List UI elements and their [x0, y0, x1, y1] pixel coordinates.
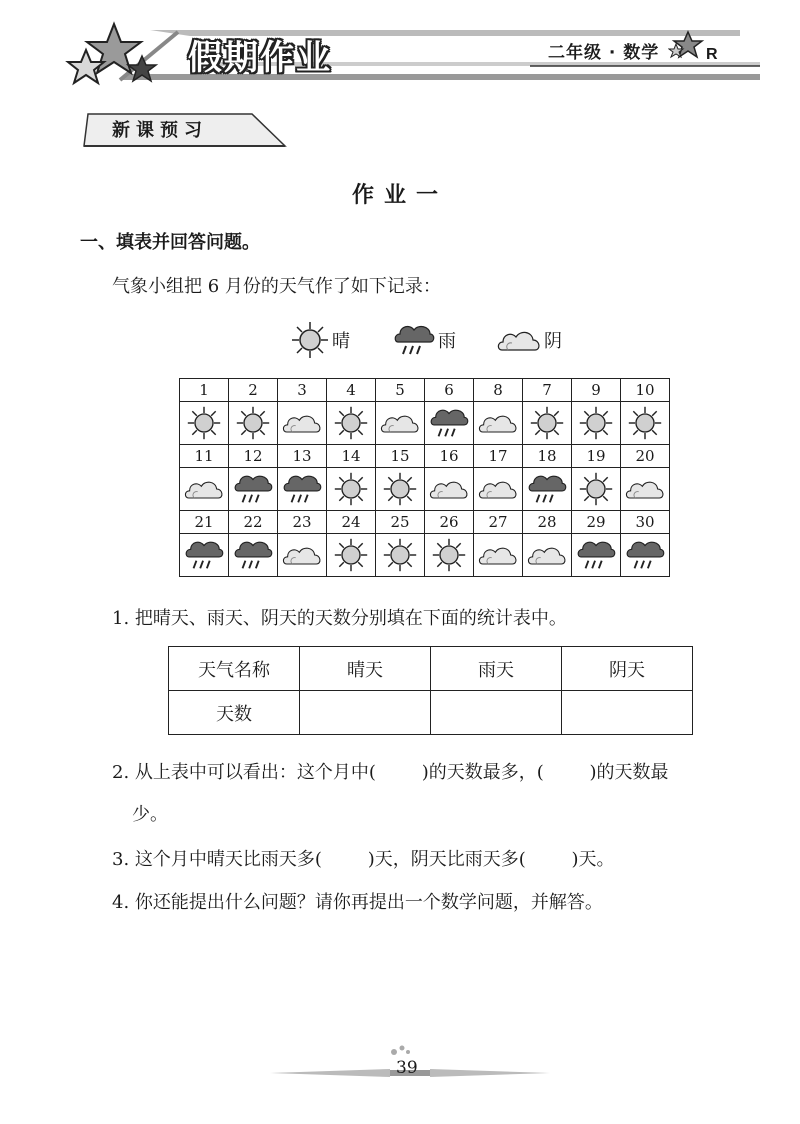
rain-icon [428, 404, 470, 442]
calendar-weather-cell [278, 402, 327, 445]
calendar-day-number: 15 [376, 445, 425, 468]
calendar-weather-cell [523, 468, 572, 511]
calendar-weather-cell [621, 402, 670, 445]
question-3: 3. 这个月中晴天比雨天多( )天，阴天比雨天多( )天。 [112, 849, 615, 870]
calendar-day-number: 8 [474, 379, 523, 402]
cloud-icon [496, 320, 542, 360]
cloud-icon [476, 537, 520, 573]
calendar-weather-cell [278, 534, 327, 577]
calendar-weather-cell [376, 534, 425, 577]
calendar-weather-cell [327, 402, 376, 445]
calendar-day-number: 10 [621, 379, 670, 402]
question-2-line-2: 少。 [132, 804, 168, 825]
small-stars-icon [668, 30, 710, 62]
calendar-day-number: 27 [474, 511, 523, 534]
sun-icon [431, 537, 467, 573]
calendar-weather-cell [425, 402, 474, 445]
cloud-icon [280, 405, 324, 441]
calendar-weather-cell [523, 402, 572, 445]
sun-icon [333, 537, 369, 573]
sun-icon [382, 537, 418, 573]
calendar-day-number: 7 [523, 379, 572, 402]
calendar-weather-cell [474, 402, 523, 445]
calendar-day-number: 16 [425, 445, 474, 468]
calendar-day-row [180, 379, 670, 402]
calendar-weather-cell [229, 534, 278, 577]
calendar-day-number: 11 [180, 445, 229, 468]
calendar-day-number: 17 [474, 445, 523, 468]
calendar-day-number: 14 [327, 445, 376, 468]
calendar-day-number: 30 [621, 511, 670, 534]
stat-header-cell: 天气名称 [169, 647, 300, 691]
sun-icon [529, 405, 565, 441]
cloud-icon [525, 537, 569, 573]
rain-icon [624, 536, 666, 574]
calendar-weather-cell [327, 468, 376, 511]
calendar-day-number: 4 [327, 379, 376, 402]
rain-icon [232, 536, 274, 574]
calendar-day-number: 23 [278, 511, 327, 534]
calendar-weather-cell [229, 468, 278, 511]
legend-cloud [496, 318, 562, 362]
stat-header-cell: 阴天 [562, 647, 693, 691]
calendar-weather-cell [621, 468, 670, 511]
stat-row-label: 天数 [169, 691, 300, 735]
calendar-weather-cell [376, 402, 425, 445]
calendar-weather-row [180, 402, 670, 445]
question-heading: 一、填表并回答问题。 [80, 232, 260, 253]
calendar-day-number: 24 [327, 511, 376, 534]
cloud-icon [427, 471, 471, 507]
calendar-weather-row [180, 534, 670, 577]
calendar-day-number: 28 [523, 511, 572, 534]
grade-subject-label: 二年级 · 数学 [548, 43, 660, 63]
calendar-weather-cell [180, 534, 229, 577]
calendar-day-number: 3 [278, 379, 327, 402]
calendar-weather-cell [327, 534, 376, 577]
stat-header-cell: 雨天 [431, 647, 562, 691]
calendar-day-number: 1 [180, 379, 229, 402]
sun-icon [235, 405, 271, 441]
intro-text: 气象小组把 6 月份的天气作了如下记录： [112, 276, 441, 297]
calendar-day-number: 13 [278, 445, 327, 468]
calendar-weather-cell [474, 468, 523, 511]
section-tab-label: 新课预习 [112, 120, 208, 141]
page-number: 39 [396, 1058, 418, 1078]
weather-calendar [179, 378, 670, 577]
rain-icon [232, 470, 274, 508]
cloud-icon [623, 471, 667, 507]
calendar-day-number: 25 [376, 511, 425, 534]
sun-icon [627, 405, 663, 441]
stat-answer-cell-rainy[interactable] [431, 691, 562, 735]
calendar-day-number: 21 [180, 511, 229, 534]
calendar-day-number: 9 [572, 379, 621, 402]
calendar-day-number: 12 [229, 445, 278, 468]
cloud-icon [476, 405, 520, 441]
sun-icon [578, 405, 614, 441]
cloud-icon [182, 471, 226, 507]
calendar-day-number: 2 [229, 379, 278, 402]
sun-icon [578, 471, 614, 507]
calendar-day-number: 18 [523, 445, 572, 468]
calendar-day-row [180, 511, 670, 534]
rain-icon [281, 470, 323, 508]
calendar-day-number: 22 [229, 511, 278, 534]
calendar-weather-cell [376, 468, 425, 511]
calendar-weather-cell [278, 468, 327, 511]
calendar-weather-cell [180, 402, 229, 445]
statistics-table [168, 646, 693, 735]
calendar-weather-cell [523, 534, 572, 577]
question-2-line-1: 2. 从上表中可以看出：这个月中( )的天数最多，( )的天数最 [112, 762, 669, 783]
calendar-weather-cell [572, 402, 621, 445]
calendar-weather-row [180, 468, 670, 511]
edition-mark: R [706, 46, 718, 63]
calendar-weather-cell [229, 402, 278, 445]
dots-decoration-icon [380, 1040, 420, 1060]
legend-rain [392, 318, 456, 362]
sun-icon [333, 405, 369, 441]
calendar-weather-cell [621, 534, 670, 577]
calendar-day-number: 19 [572, 445, 621, 468]
sun-icon [333, 471, 369, 507]
stat-answer-cell-cloudy[interactable] [562, 691, 693, 735]
calendar-day-row [180, 445, 670, 468]
stars-logo-icon [64, 20, 164, 90]
calendar-day-number: 26 [425, 511, 474, 534]
calendar-day-number: 20 [621, 445, 670, 468]
stat-header-cell: 晴天 [300, 647, 431, 691]
calendar-day-number: 5 [376, 379, 425, 402]
calendar-weather-cell [425, 534, 474, 577]
calendar-weather-cell [572, 534, 621, 577]
page-title: 作业一 [351, 182, 448, 208]
rain-icon [575, 536, 617, 574]
sun-icon [186, 405, 222, 441]
question-4: 4. 你还能提出什么问题？请你再提出一个数学问题，并解答。 [112, 892, 603, 913]
rain-icon [392, 320, 436, 360]
stat-value-row [169, 691, 693, 735]
legend-sun-label: 晴 [332, 331, 350, 352]
calendar-weather-cell [180, 468, 229, 511]
rain-icon [183, 536, 225, 574]
calendar-weather-cell [425, 468, 474, 511]
calendar-weather-cell [474, 534, 523, 577]
legend-cloud-label: 阴 [544, 331, 562, 352]
rain-icon [526, 470, 568, 508]
legend-sun [290, 318, 350, 362]
question-1: 1. 把晴天、雨天、阴天的天数分别填在下面的统计表中。 [112, 608, 567, 629]
cloud-icon [280, 537, 324, 573]
stat-header-row [169, 647, 693, 691]
calendar-weather-cell [572, 468, 621, 511]
sun-icon [290, 320, 330, 360]
cloud-icon [378, 405, 422, 441]
calendar-day-number: 29 [572, 511, 621, 534]
brand-title: 假期作业 [188, 38, 332, 78]
legend-rain-label: 雨 [438, 331, 456, 352]
sun-icon [382, 471, 418, 507]
cloud-icon [476, 471, 520, 507]
calendar-day-number: 6 [425, 379, 474, 402]
stat-answer-cell-sunny[interactable] [300, 691, 431, 735]
